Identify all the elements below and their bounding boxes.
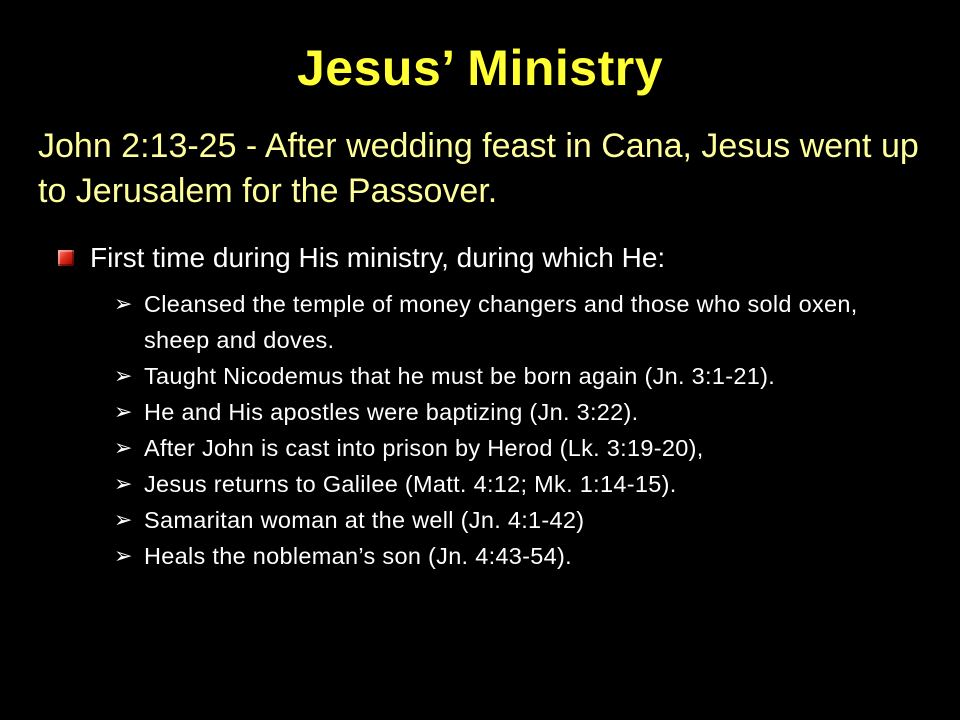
sub-bullet-item xyxy=(114,538,914,574)
sub-bullet-text: He and His apostles were baptizing (Jn. 3:22). xyxy=(144,399,639,425)
arrowhead-bullet-icon: ➢ xyxy=(114,471,133,496)
arrowhead-bullet-icon: ➢ xyxy=(114,399,133,424)
sub-bullet-text: Cleansed the temple of money changers and those who sold oxen, sheep and doves. xyxy=(144,291,858,353)
sub-bullet-item xyxy=(114,394,914,430)
sub-bullet-list xyxy=(114,286,914,574)
sub-bullet-text: After John is cast into prison by Herod (Lk. 3:19-20), xyxy=(144,435,704,461)
main-bullet-text: First time during His ministry, during which He: xyxy=(90,242,666,273)
red-square-bullet-icon xyxy=(58,250,74,266)
arrowhead-bullet-icon: ➢ xyxy=(114,507,133,532)
arrowhead-bullet-icon: ➢ xyxy=(114,435,133,460)
sub-bullet-item xyxy=(114,502,914,538)
sub-bullet-item xyxy=(114,430,914,466)
arrowhead-bullet-icon: ➢ xyxy=(114,543,133,568)
sub-bullet-item xyxy=(114,286,914,358)
sub-bullet-text: Samaritan woman at the well (Jn. 4:1-42) xyxy=(144,507,585,533)
arrowhead-bullet-icon: ➢ xyxy=(114,291,133,316)
sub-bullet-text: Taught Nicodemus that he must be born again (Jn. 3:1-21). xyxy=(144,363,776,389)
slide-title: Jesus’ Ministry xyxy=(297,40,663,96)
intro-text: John 2:13-25 - After wedding feast in Cana, Jesus went up to Jerusalem for the Passover. xyxy=(38,127,919,210)
sub-bullet-text: Jesus returns to Galilee (Matt. 4:12; Mk. 1:14-15). xyxy=(144,471,677,497)
sub-bullet-text: Heals the nobleman’s son (Jn. 4:43-54). xyxy=(144,543,572,569)
arrowhead-bullet-icon: ➢ xyxy=(114,363,133,388)
sub-bullet-item xyxy=(114,466,914,502)
sub-bullet-item xyxy=(114,358,914,394)
